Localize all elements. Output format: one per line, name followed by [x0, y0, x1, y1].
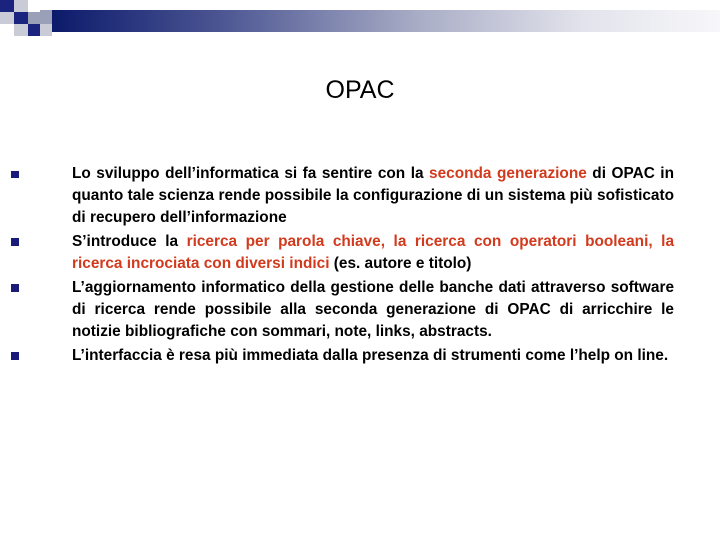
- deco-square: [0, 12, 14, 24]
- header-gradient-bar: [52, 10, 720, 32]
- bullet-item: [60, 231, 674, 275]
- deco-square: [28, 24, 40, 36]
- bullet-text: (es. autore e titolo): [329, 254, 472, 272]
- square-bullet-icon: [11, 171, 19, 179]
- deco-square: [40, 10, 52, 24]
- bullet-item: [60, 277, 674, 342]
- bullet-item: [60, 345, 674, 367]
- bullet-text: S’introduce la: [72, 232, 187, 250]
- highlighted-text: seconda generazione: [429, 165, 587, 182]
- square-bullet-icon: [11, 284, 19, 292]
- header-decoration: [0, 0, 720, 50]
- bullet-text: L’interfaccia è resa più immediata dalla presenza di strumenti come l’help on line.: [72, 346, 669, 364]
- deco-square: [28, 12, 40, 24]
- deco-square: [14, 24, 28, 36]
- square-bullet-icon: [11, 352, 19, 360]
- bullet-text: di OPAC in quanto tale scienza rende possibile la configurazione di un sistema più sofisticato di recupero dell’informazione: [72, 165, 674, 226]
- deco-square: [14, 12, 28, 24]
- bullet-item: [60, 163, 674, 228]
- square-bullet-icon: [11, 238, 19, 246]
- bullet-text: L’aggiornamento informatico della gestione delle banche dati attraverso software di ricerca rende possibile alla seconda generazione di OPAC di arricchire le notizie bibliografiche con sommari, note, links, abstracts.: [72, 278, 674, 340]
- slide-title: OPAC: [325, 76, 395, 104]
- deco-square: [14, 0, 28, 12]
- deco-square: [0, 0, 14, 12]
- highlighted-text: ricerca per parola chiave, la ricerca con operatori booleani, la ricerca incrociata con diversi indici: [72, 232, 675, 272]
- bullet-text: Lo sviluppo dell’informatica si fa sentire con la: [72, 165, 430, 182]
- bullet-list: [60, 163, 674, 369]
- deco-square: [40, 24, 52, 36]
